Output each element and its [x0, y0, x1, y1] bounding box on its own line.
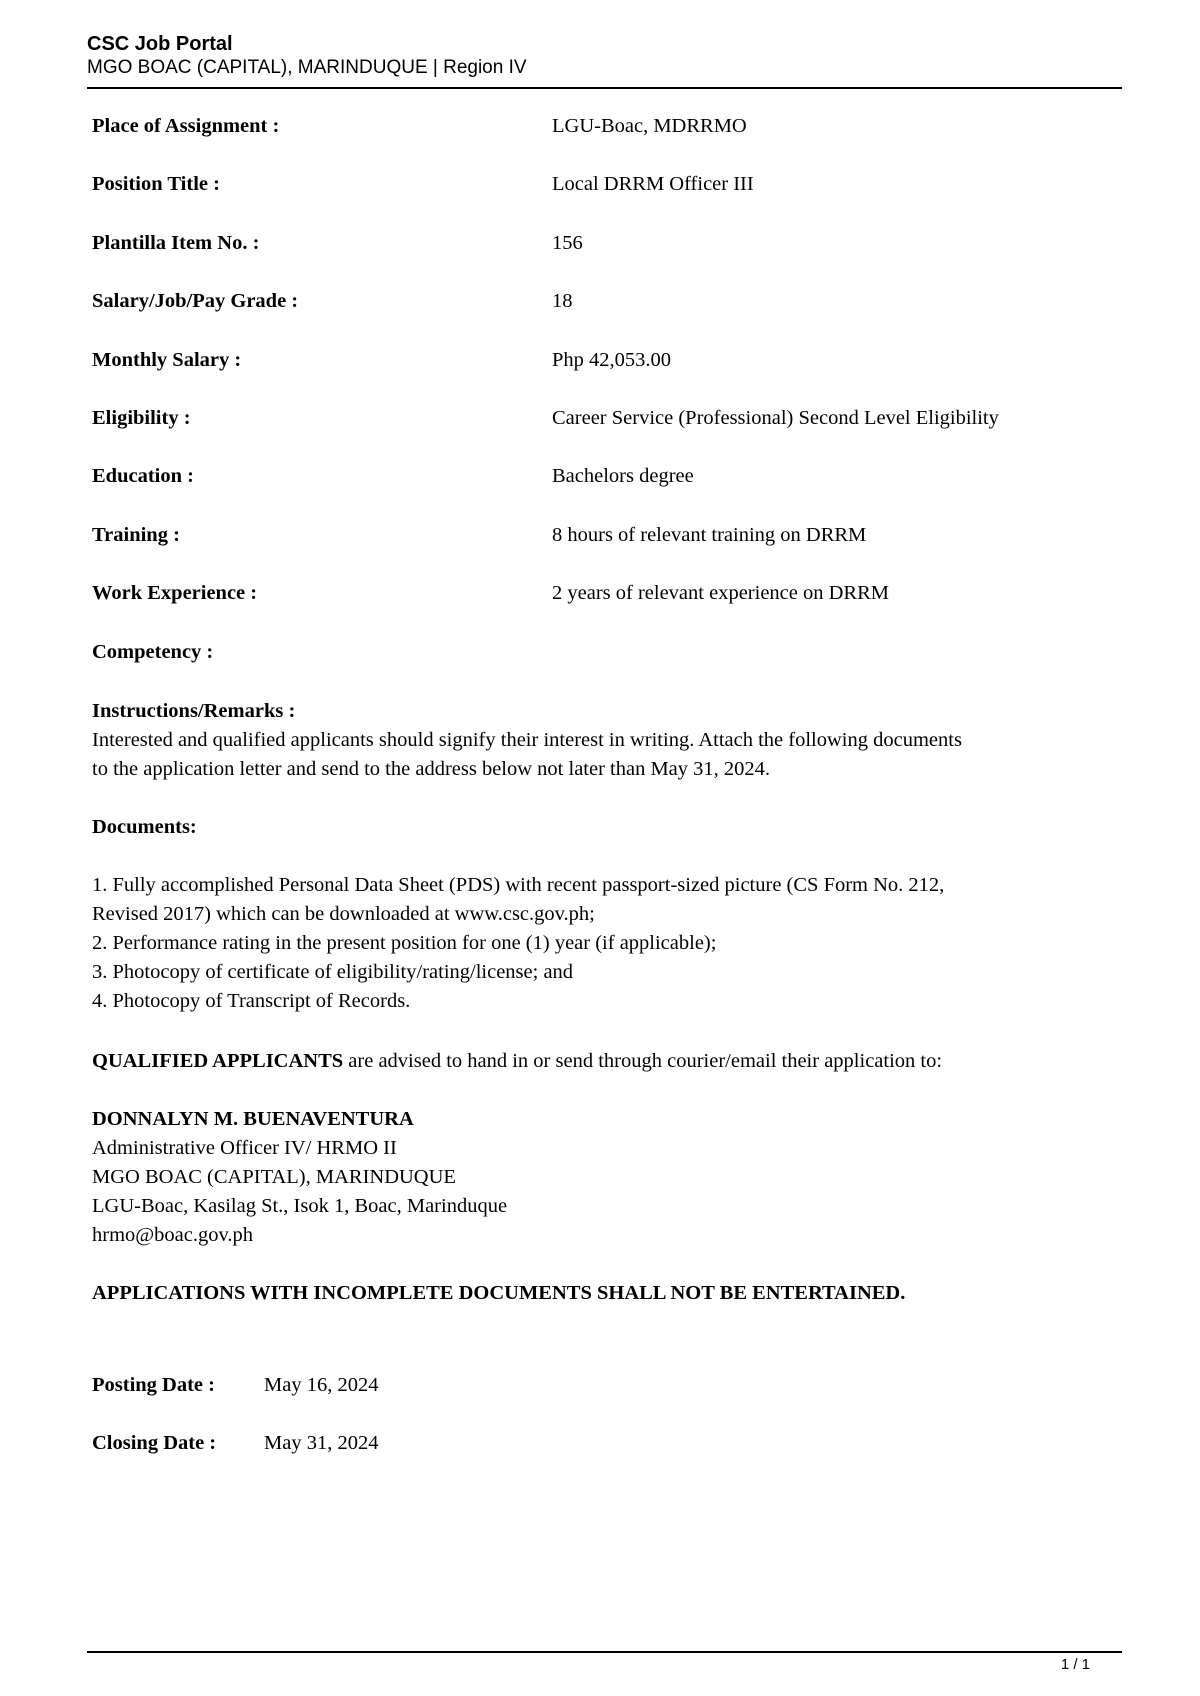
field-label: Place of Assignment : — [92, 115, 280, 137]
contact-position: Administrative Officer IV/ HRMO II — [92, 1137, 397, 1159]
contact-email: hrmo@boac.gov.ph — [92, 1224, 254, 1246]
field-monthly-salary — [92, 347, 1122, 405]
contact-address: LGU-Boac, Kasilag St., Isok 1, Boac, Marinduque — [92, 1195, 508, 1217]
field-competency — [92, 639, 1122, 697]
document-item: 3. Photocopy of certificate of eligibility/rating/license; and — [92, 961, 574, 983]
document-item: Revised 2017) which can be downloaded at www.csc.gov.ph; — [92, 903, 595, 925]
document-item: 2. Performance rating in the present position for one (1) year (if applicable); — [92, 932, 717, 954]
field-value: 18 — [552, 290, 573, 313]
field-value: 156 — [552, 231, 583, 254]
field-value: Php 42,053.00 — [552, 348, 672, 371]
document-item: 4. Photocopy of Transcript of Records. — [92, 990, 411, 1012]
qualified-applicants-label: QUALIFIED APPLICANTS — [92, 1050, 344, 1072]
field-label: Work Experience : — [92, 582, 258, 605]
warning-text: APPLICATIONS WITH INCOMPLETE DOCUMENTS SHALL NOT BE ENTERTAINED. — [92, 1282, 906, 1304]
page-header — [87, 32, 1122, 80]
portal-title: CSC Job Portal — [87, 33, 233, 55]
qualified-applicants-text: are advised to hand in or send through courier/email their application to: — [343, 1050, 943, 1072]
contact-block — [92, 1105, 1122, 1250]
field-value: 2 years of relevant experience on DRRM — [552, 582, 889, 605]
field-eligibility — [92, 405, 1122, 463]
footer-divider — [87, 1651, 1122, 1653]
documents-list — [92, 871, 1122, 1016]
posting-date-value: May 16, 2024 — [264, 1374, 379, 1396]
field-label: Eligibility : — [92, 406, 191, 429]
qualified-applicants-note — [92, 1047, 1122, 1076]
field-value: Career Service (Professional) Second Level Eligibility — [552, 406, 999, 429]
field-label: Position Title : — [92, 173, 220, 196]
incomplete-documents-warning — [92, 1279, 1122, 1308]
field-work-experience — [92, 580, 1122, 638]
field-salary-grade — [92, 288, 1122, 346]
documents-title: Documents: — [92, 816, 197, 838]
field-value: Local DRRM Officer III — [552, 173, 754, 196]
agency-subtitle: MGO BOAC (CAPITAL), MARINDUQUE | Region IV — [87, 57, 527, 78]
field-label: Plantilla Item No. : — [92, 231, 260, 254]
field-position-title — [92, 171, 1122, 229]
field-training — [92, 522, 1122, 580]
instructions-line: Interested and qualified applicants should signify their interest in writing. Attach the following documents — [92, 729, 962, 751]
field-label: Monthly Salary : — [92, 348, 242, 371]
field-value: LGU-Boac, MDRRMO — [552, 115, 747, 137]
instructions-label: Instructions/Remarks : — [92, 700, 296, 722]
posting-date-label: Posting Date : — [92, 1374, 215, 1396]
header-divider — [87, 87, 1122, 89]
contact-office: MGO BOAC (CAPITAL), MARINDUQUE — [92, 1166, 456, 1188]
documents-section-title — [92, 813, 1122, 842]
instructions-section — [92, 697, 1122, 784]
field-label: Training : — [92, 523, 180, 546]
field-value: 8 hours of relevant training on DRRM — [552, 523, 867, 546]
field-label: Education : — [92, 465, 194, 488]
field-education — [92, 463, 1122, 521]
field-value: Bachelors degree — [552, 465, 694, 488]
contact-name: DONNALYN M. BUENAVENTURA — [92, 1108, 414, 1130]
document-item: 1. Fully accomplished Personal Data Sheet (PDS) with recent passport-sized picture (CS Form No. 212, — [92, 874, 945, 896]
field-label: Competency : — [92, 640, 214, 663]
field-place-of-assignment — [92, 113, 1122, 171]
page-number: 1 / 1 — [1060, 1656, 1090, 1673]
field-plantilla-item — [92, 230, 1122, 288]
closing-date-value: May 31, 2024 — [264, 1432, 379, 1454]
job-details — [92, 113, 1122, 697]
instructions-line: to the application letter and send to the address below not later than May 31, 2024. — [92, 758, 771, 780]
field-label: Salary/Job/Pay Grade : — [92, 290, 299, 313]
closing-date-label: Closing Date : — [92, 1432, 217, 1454]
